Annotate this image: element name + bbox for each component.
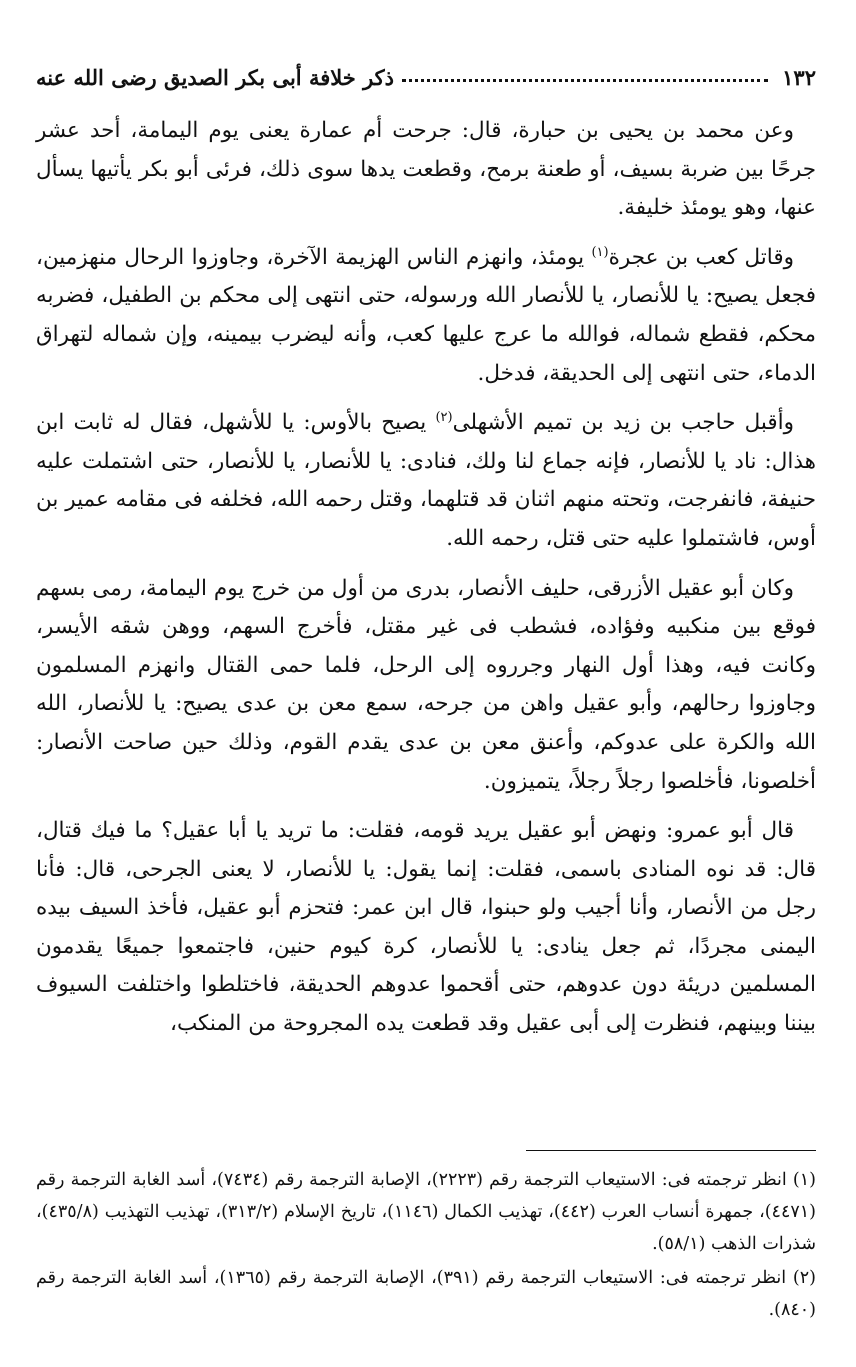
paragraph-4: وكان أبو عقيل الأزرقى، حليف الأنصار، بدرى من أول من خرج يوم اليمامة، رمى بسهم فوقع بين منكبيه وفؤاده، فشطب فى غير مقتل، فأخرج السهم، ووهن شقه الأيسر، وكانت فيه، وهذا أول النهار وجرروه إلى الرحل، فلما حمى القتال وانهزم المسلمون وجاوزوا رحالهم، وأبو عقيل واهن من جرحه، سمع معن بن عدى يصيح: يا للأنصار، الله الله والكرة على عدوكم، وأعنق معن بن عدى يقدم القوم، وذلك حين صاحت الأنصار: أخلصونا، فأخلصوا رجلاً رجلاً، يتميزون. <box>36 575 816 794</box>
running-header <box>36 60 816 94</box>
footnotes <box>36 1164 816 1328</box>
header-dot-leader <box>402 79 768 82</box>
footnote-ref-2: (٢) <box>435 410 453 425</box>
paragraph-3 <box>36 404 816 558</box>
footnote-ref-1: (١) <box>591 244 609 260</box>
chapter-title: ذكر خلافة أبى بكر الصديق رضى الله عنه <box>36 64 395 90</box>
paragraph-1: وعن محمد بن يحيى بن حبارة، قال: جرحت أم عمارة يعنى يوم اليمامة، أحد عشر جرحًا بين ضربة بسيف، أو طعنة برمح، وقطعت يدها سوى ذلك، فرئى أبو بكر يأتيها يسأل عنها، وهو يومئذ خليفة. <box>36 118 816 221</box>
main-text <box>36 112 816 1055</box>
footnote-separator <box>526 1150 816 1151</box>
paragraph-3-text-end: يصيح بالأوس: يا للأشهل، فقال له ثابت ابن هذال: ناد يا للأنصار، فإنه جماع لنا ولك، فنادى: يا للأنصار، يا للأنصار، حتى اشتملت عليه حنيفة، فانفرجت، وتحته منهم اثنان قد قتلهما، وقتل رحمه الله، فخلفه فى مقامه عمير بن أوس، فاشتملوا عليه حتى قتل، رحمه الله. <box>36 410 816 551</box>
paragraph-3-text-start: وأقبل حاجب بن زيد بن تميم الأشهلى <box>452 410 794 436</box>
paragraph-2 <box>36 239 816 393</box>
footnote-2: (٢) انظر ترجمته فى: الاستيعاب الترجمة رقم (٣٩١)، الإصابة الترجمة رقم (١٣٦٥)، أسد الغابة الترجمة رقم (٨٤٠). <box>36 1268 816 1320</box>
paragraph-2-text-start: وقاتل كعب بن عجرة <box>608 244 794 270</box>
page-number: ١٣٢ <box>782 64 816 90</box>
paragraph-2-text-end: يومئذ، وانهزم الناس الهزيمة الآخرة، وجاوزوا الرحال منهزمين، فجعل يصيح: يا للأنصار، يا للأنصار الله ورسوله، حتى انتهى إلى محكم بن الطفيل، فضربه محكم، فقطع شماله، فوالله ما عرج عليها كعب، وأنه ليضرب بيمينه، وإن شماله لتهراق الدماء، حتى انتهى إلى الحديقة، فدخل. <box>36 244 816 386</box>
footnote-1: (١) انظر ترجمته فى: الاستيعاب الترجمة رقم (٢٢٢٣)، الإصابة الترجمة رقم (٧٤٣٤)، أسد الغابة الترجمة رقم (٤٤٧١)، جمهرة أنساب العرب (٤٤٢)، تهذيب الكمال (١١٤٦)، تاريخ الإسلام (٣١٣/٢)، تهذيب التهذيب (٤٣٥/٨)، شذرات الذهب (٥٨/١). <box>36 1170 816 1254</box>
paragraph-5: قال أبو عمرو: ونهض أبو عقيل يريد قومه، فقلت: ما تريد يا أبا عقيل؟ ما فيك قتال، قال: قد نوه المنادى باسمى، فقلت: إنما يقول: يا للأنصار، لا يعنى الجرحى، قال: فأنا رجل من الأنصار، وأنا أجيب ولو حبنوا، قال ابن عمر: فتحزم أبو عقيل، فأخذ السيف بيده اليمنى مجردًا، ثم جعل ينادى: يا للأنصار، كرة كيوم حنين، فاجتمعوا جميعًا يقدمون المسلمين دريئة دون عدوهم، حتى أقحموا عدوهم الحديقة، فاختلطوا واختلفت السيوف بيننا وبينهم، فنظرت إلى أبى عقيل وقد قطعت يده المجروحة من المنكب، <box>36 818 816 1037</box>
